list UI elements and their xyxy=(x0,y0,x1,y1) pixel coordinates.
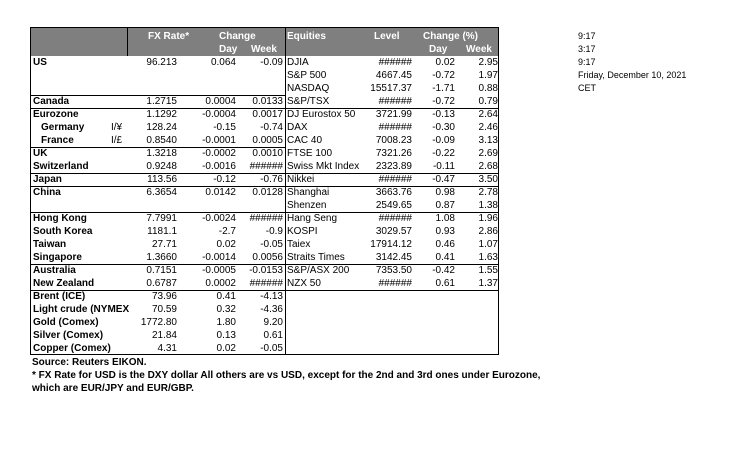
fx-row-change-day: -0.0005 xyxy=(202,265,236,276)
fx-row-change-week: -4.36 xyxy=(260,304,283,315)
eq-row-change-week: 2.64 xyxy=(478,109,498,120)
eq-row-change-week: 2.46 xyxy=(478,122,498,133)
fx-row-name: US xyxy=(33,57,47,68)
fx-row-change-day: 0.0002 xyxy=(205,278,236,289)
fx-row-change-week: 0.0128 xyxy=(252,187,283,198)
fx-row-name: Germany xyxy=(41,122,85,133)
eq-row-name: DJ Eurostox 50 xyxy=(287,109,356,120)
header-week: Week xyxy=(251,44,277,55)
fx-row-name: France xyxy=(41,135,74,146)
eq-row-level: 4667.45 xyxy=(375,70,412,81)
fx-row-rate: 4.31 xyxy=(157,343,177,354)
fx-row-name: Light crude (NYMEX xyxy=(33,304,130,315)
eq-row-change-week: 1.38 xyxy=(478,200,498,211)
eq-row-level: 3029.57 xyxy=(375,226,412,237)
column-divider xyxy=(285,28,286,355)
eq-row-name: Hang Seng xyxy=(287,213,338,224)
fx-row-rate: 0.9248 xyxy=(146,161,177,172)
fx-row-change-week: 0.0017 xyxy=(252,109,283,120)
fx-row-name: Silver (Comex) xyxy=(33,330,104,341)
fx-row-rate: 70.59 xyxy=(151,304,177,315)
header-equities: Equities xyxy=(287,31,326,42)
fx-row-change-week: -0.05 xyxy=(260,343,283,354)
eq-row-change-week: 2.86 xyxy=(478,226,498,237)
eq-row-level: 7321.26 xyxy=(375,148,412,159)
eq-row-name: FTSE 100 xyxy=(287,148,333,159)
fx-row-change-day: -0.0014 xyxy=(202,252,236,263)
eq-row-change-week: 2.69 xyxy=(478,148,498,159)
eq-row-name: NZX 50 xyxy=(287,278,321,289)
eq-row-change-day: 0.02 xyxy=(435,57,455,68)
eq-row-change-week: 1.37 xyxy=(478,278,498,289)
eq-row-change-week: 1.97 xyxy=(478,70,498,81)
column-divider xyxy=(127,28,128,56)
time-1: 9:17 xyxy=(578,31,596,41)
eq-row-level: ###### xyxy=(378,174,412,185)
eq-row-change-week: 0.79 xyxy=(478,96,498,107)
eq-row-change-day: 0.87 xyxy=(435,200,455,211)
fx-row-change-day: 0.32 xyxy=(216,304,236,315)
date-label: Friday, December 10, 2021 xyxy=(578,70,687,80)
fx-row-name: Brent (ICE) xyxy=(33,291,86,302)
fx-row-change-week: -0.76 xyxy=(260,174,283,185)
eq-row-change-day: 1.08 xyxy=(435,213,455,224)
fx-row-change-day: 1.80 xyxy=(216,317,236,328)
eq-row-name: DJIA xyxy=(287,57,309,68)
fx-row-rate: 1772.80 xyxy=(140,317,177,328)
timezone-label: CET xyxy=(578,83,596,93)
eq-row-level: ###### xyxy=(378,122,412,133)
fx-row-change-week: 0.0010 xyxy=(252,148,283,159)
footnote-line-1: * FX Rate for USD is the DXY dollar All others are vs USD, except for the 2nd and 3rd ones under Eurozone, xyxy=(32,370,541,381)
fx-row-change-day: -0.12 xyxy=(213,174,236,185)
fx-row-change-day: -2.7 xyxy=(218,226,236,237)
eq-row-change-day: 0.41 xyxy=(435,252,455,263)
row-divider xyxy=(31,290,285,291)
fx-row-change-day: -0.15 xyxy=(213,122,236,133)
eq-row-level: 7008.23 xyxy=(375,135,412,146)
fx-row-name: New Zealand xyxy=(33,278,95,289)
eq-row-level: 2549.65 xyxy=(375,200,412,211)
eq-row-change-week: 3.50 xyxy=(478,174,498,185)
row-divider xyxy=(285,108,499,109)
eq-row-change-week: 1.55 xyxy=(478,265,498,276)
row-divider xyxy=(285,290,499,291)
fx-row-rate: 1181.1 xyxy=(147,226,177,237)
fx-row-name: Singapore xyxy=(33,252,82,263)
fx-row-change-week: ###### xyxy=(249,161,283,172)
eq-row-name: Straits Times xyxy=(287,252,345,263)
fx-row-rate: 1.3660 xyxy=(146,252,177,263)
fx-row-name: Hong Kong xyxy=(33,213,87,224)
eq-row-name: Swiss Mkt Index xyxy=(287,161,360,172)
eq-row-change-day: -0.47 xyxy=(432,174,455,185)
fx-row-name: South Korea xyxy=(33,226,93,237)
fx-row-rate: 27.71 xyxy=(151,239,177,250)
fx-row-rate: 113.56 xyxy=(147,174,177,185)
row-divider xyxy=(31,147,285,148)
eq-row-level: ###### xyxy=(378,278,412,289)
eq-row-change-day: -0.11 xyxy=(432,161,455,172)
eq-row-change-day: -0.09 xyxy=(432,135,455,146)
fx-row-change-week: ###### xyxy=(249,278,283,289)
fx-row-symbol: I/¥ xyxy=(111,122,123,133)
eq-row-level: 7353.50 xyxy=(375,265,412,276)
eq-row-change-day: -0.22 xyxy=(432,148,455,159)
fx-row-rate: 1.1292 xyxy=(146,109,177,120)
fx-row-change-week: 9.20 xyxy=(263,317,283,328)
fx-row-change-week: -4.13 xyxy=(260,291,283,302)
eq-row-level: ###### xyxy=(378,96,412,107)
header-change: Change xyxy=(219,31,256,42)
eq-row-change-day: 0.46 xyxy=(435,239,455,250)
fx-row-change-day: 0.0004 xyxy=(205,96,236,107)
fx-row-change-day: 0.13 xyxy=(216,330,236,341)
eq-row-name: S&P 500 xyxy=(287,70,327,81)
eq-row-name: Nikkei xyxy=(287,174,315,185)
eq-row-level: 17914.12 xyxy=(370,239,412,250)
fx-row-change-day: -0.0016 xyxy=(202,161,236,172)
fx-row-change-day: 0.0142 xyxy=(205,187,236,198)
eq-row-level: 3663.76 xyxy=(375,187,412,198)
eq-row-change-day: -0.30 xyxy=(432,122,455,133)
fx-row-name: Gold (Comex) xyxy=(33,317,99,328)
fx-row-name: Switzerland xyxy=(33,161,89,172)
eq-row-level: ###### xyxy=(378,213,412,224)
row-divider xyxy=(31,264,285,265)
footnote-line-2: which are EUR/JPY and EUR/GBP. xyxy=(32,383,194,394)
fx-row-change-week: -0.74 xyxy=(260,122,283,133)
row-divider xyxy=(285,186,499,187)
market-data-table xyxy=(30,27,499,355)
eq-row-level: 3721.99 xyxy=(375,109,412,120)
eq-row-change-week: 1.96 xyxy=(478,213,498,224)
fx-row-change-day: 0.02 xyxy=(216,343,236,354)
fx-row-rate: 96.213 xyxy=(146,57,177,68)
fx-row-name: Taiwan xyxy=(33,239,67,250)
eq-row-name: NASDAQ xyxy=(287,83,330,94)
header-day: Day xyxy=(219,44,238,55)
eq-row-change-week: 1.07 xyxy=(478,239,498,250)
eq-row-level: ###### xyxy=(378,57,412,68)
row-divider xyxy=(31,212,285,213)
fx-row-change-week: 0.61 xyxy=(263,330,283,341)
fx-row-change-week: ###### xyxy=(249,213,283,224)
fx-row-change-week: 0.0133 xyxy=(252,96,283,107)
eq-row-change-day: -0.72 xyxy=(432,96,455,107)
fx-row-change-day: -0.0002 xyxy=(202,148,236,159)
fx-row-rate: 0.7151 xyxy=(146,265,177,276)
row-divider xyxy=(285,212,499,213)
fx-row-symbol: I/£ xyxy=(111,135,123,146)
eq-row-level: 2323.89 xyxy=(375,161,412,172)
eq-row-change-day: -0.72 xyxy=(432,70,455,81)
fx-row-change-day: -0.0024 xyxy=(202,213,236,224)
eq-row-change-week: 2.68 xyxy=(478,161,498,172)
fx-row-name: Japan xyxy=(33,174,62,185)
eq-row-name: S&P/TSX xyxy=(287,96,330,107)
fx-row-rate: 0.6787 xyxy=(146,278,177,289)
eq-row-change-day: 0.98 xyxy=(435,187,455,198)
header-eq-day: Day xyxy=(429,44,448,55)
eq-row-change-week: 1.63 xyxy=(478,252,498,263)
fx-row-name: Canada xyxy=(33,96,70,107)
eq-row-name: Taiex xyxy=(287,239,311,250)
fx-row-change-day: 0.41 xyxy=(216,291,236,302)
row-divider xyxy=(31,108,285,109)
fx-row-rate: 21.84 xyxy=(151,330,177,341)
time-2: 3:17 xyxy=(578,44,596,54)
fx-row-rate: 6.3654 xyxy=(146,187,177,198)
eq-row-change-week: 2.95 xyxy=(478,57,498,68)
eq-row-level: 15517.37 xyxy=(370,83,412,94)
eq-row-name: S&P/ASX 200 xyxy=(287,265,350,276)
eq-row-name: Shanghai xyxy=(287,187,330,198)
fx-row-name: Australia xyxy=(33,265,76,276)
header-fx-rate: FX Rate* xyxy=(148,31,190,42)
fx-row-rate: 0.8540 xyxy=(146,135,177,146)
row-divider xyxy=(285,264,499,265)
fx-row-rate: 1.3218 xyxy=(146,148,177,159)
fx-row-name: UK xyxy=(33,148,48,159)
fx-row-change-week: 0.0005 xyxy=(252,135,283,146)
fx-row-change-week: -0.09 xyxy=(260,57,283,68)
eq-row-name: KOSPI xyxy=(287,226,318,237)
fx-row-name: Copper (Comex) xyxy=(33,343,111,354)
fx-row-change-day: -0.0001 xyxy=(202,135,236,146)
eq-row-change-day: 0.93 xyxy=(435,226,455,237)
fx-row-rate: 1.2715 xyxy=(146,96,177,107)
source-note: Source: Reuters EIKON. xyxy=(32,357,147,368)
fx-row-change-week: 0.0056 xyxy=(252,252,283,263)
fx-row-change-week: -0.05 xyxy=(260,239,283,250)
eq-row-name: CAC 40 xyxy=(287,135,323,146)
eq-row-change-day: -0.13 xyxy=(432,109,455,120)
fx-row-rate: 73.96 xyxy=(151,291,177,302)
fx-row-change-day: -0.0004 xyxy=(202,109,236,120)
time-3: 9:17 xyxy=(578,57,596,67)
fx-row-rate: 7.7991 xyxy=(146,213,177,224)
eq-row-change-week: 3.13 xyxy=(478,135,498,146)
header-change-pct: Change (%) xyxy=(423,31,478,42)
header-eq-week: Week xyxy=(466,44,492,55)
fx-row-change-week: -0.9 xyxy=(265,226,283,237)
fx-row-name: China xyxy=(33,187,61,198)
eq-row-name: DAX xyxy=(287,122,308,133)
eq-row-change-week: 0.88 xyxy=(478,83,498,94)
eq-row-change-day: 0.61 xyxy=(435,278,455,289)
eq-row-name: Shenzen xyxy=(287,200,327,211)
fx-row-name: Eurozone xyxy=(33,109,79,120)
header-level: Level xyxy=(374,31,400,42)
eq-row-change-day: -0.42 xyxy=(432,265,455,276)
eq-row-change-day: -1.71 xyxy=(432,83,455,94)
fx-row-change-day: 0.02 xyxy=(216,239,236,250)
fx-row-change-week: -0.0153 xyxy=(249,265,283,276)
fx-row-rate: 128.24 xyxy=(146,122,177,133)
row-divider xyxy=(31,95,285,96)
row-divider xyxy=(31,173,285,174)
row-divider xyxy=(31,186,285,187)
row-divider xyxy=(285,173,499,174)
fx-row-change-day: 0.064 xyxy=(210,57,236,68)
eq-row-change-week: 2.78 xyxy=(478,187,498,198)
eq-row-level: 3142.45 xyxy=(375,252,412,263)
